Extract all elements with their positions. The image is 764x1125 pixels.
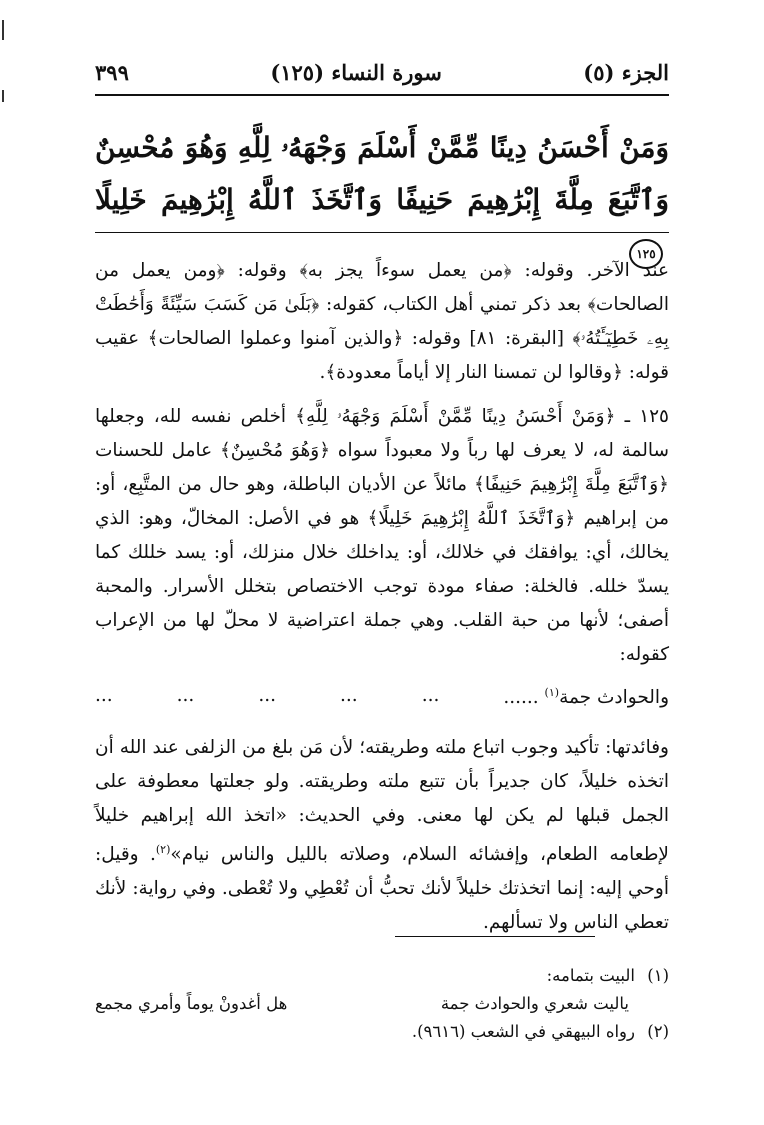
footnote-2: (٢)رواه البيهقي في الشعب (٩٦١٦). <box>411 1022 669 1041</box>
verse-divider <box>95 232 669 233</box>
hemistich-2: هل أغدونْ يوماً وأمري مجمع <box>95 994 288 1013</box>
paragraph-2: ١٢٥ ـ ﴿وَمَنْ أَحْسَنُ دِينًا مِّمَّنْ أَسْلَمَ وَجْهَهُۥ لِلَّهِ﴾ أخلص نفسه لله، وجعلها سالمة له، لا يعرف لها رباً ولا معبوداً سواه ﴿وَهُوَ مُحْسِنٌ﴾ عامل للحسنات ﴿وَٱتَّبَعَ مِلَّةَ إِبْرَٰهِيمَ حَنِيفًا﴾ مائلاً عن الأديان الباطلة، وهو حال من المتَّبِع، أو: من إبراهيم ﴿وَٱتَّخَذَ ٱللَّهُ إِبْرَٰهِيمَ خَلِيلًا﴾ هو في الأصل: المخالّ، وهو: الذي يخالك، أي: يوافقك في خلالك، أو: يداخلك خلال منزلك، أو: يسد خللك كما يسدّ خلله. فالخلة: صفاء مودة توجب الاختصاص بتخلل الأسرار. والمحبة أصفى؛ لأنها من حبة القلب. وهي جملة اعتراضية لا محلّ لها من الإعراب كقوله: <box>95 406 669 665</box>
poem-fragment: والحوادث جمة <box>559 687 669 709</box>
scan-edge-mark <box>2 90 4 102</box>
verse-text: وَمَنْ أَحْسَنُ دِينًا مِّمَّنْ أَسْلَمَ وَجْهَهُۥ لِلَّهِ وَهُوَ مُحْسِنٌ وَٱتَّبَعَ مِلَّةَ إِبْرَٰهِيمَ حَنِيفًا وَٱتَّخَذَ ٱللَّهُ إِبْرَٰهِيمَ خَلِيلًا <box>95 131 669 216</box>
verse-number-marker: ١٢٥ <box>629 239 663 269</box>
ellipsis: ... <box>421 684 440 706</box>
footnote-1: (١)البيت بتمامه: <box>546 966 669 985</box>
footnote-1-poem <box>95 990 669 1018</box>
page-header <box>95 52 669 92</box>
surah-title: سورة النساء (١٢٥) <box>270 59 442 85</box>
footnote-ref-2: (٢) <box>155 843 171 857</box>
tafsir-body <box>95 254 669 940</box>
footnotes <box>95 962 669 1046</box>
paragraph-1: عند الآخر. وقوله: ﴿من يعمل سوءاً يجز به﴾ وقوله: ﴿ومن يعمل من الصالحات﴾ بعد ذكر تمني أهل الكتاب، كقوله: ﴿بَلَىٰ مَن كَسَبَ سَيِّئَةً وَأَحَٰطَتْ بِهِۦ خَطِيٓـَٔتُهُۥ﴾ [البقرة: ٨١] وقوله: ﴿والذين آمنوا وعملوا الصالحات﴾ عقيب قوله: ﴿وقالوا لن تمسنا النار إلا أياماً معدودة﴾. <box>95 260 669 383</box>
ellipsis: ... <box>340 684 358 706</box>
footnote-divider <box>395 936 595 937</box>
poem-citation-line: والحوادث جمة$^{(١)}$ ...... ... ... ... ... ... <box>95 676 669 715</box>
page-number: ٣٩٩ <box>95 59 129 85</box>
header-divider <box>95 94 669 96</box>
ellipsis: ... <box>176 684 195 706</box>
ellipsis: ... <box>95 684 113 706</box>
scan-edge-mark <box>2 20 4 40</box>
juz-label: الجزء (٥) <box>583 59 669 85</box>
paragraph-3: وفائدتها: تأكيد وجوب اتباع ملته وطريقته؛ لأن مَن بلغ من الزلفى عند الله أن اتخذه خليلاً، كان جديراً بأن تتبع ملته وطريقته. ولو جعلتها معطوفة على الجمل قبلها لم يكن لها معنى. وفي الحديث: «اتخذ الله إبراهيم خليلاً لإطعامه الطعام، وإفشائه السلام، وصلاته بالليل والناس نيام»$^{(٢)}$. وقيل: أوحي إليه: إنما اتخذتك خليلاً لأنك تحبُّ أن تُعْطِي ولا تُعْطى. وفي رواية: لأنك تعطي الناس ولا تسألهم. <box>95 737 669 934</box>
hemistich-1: ياليت شعري والحوادث جمة <box>440 994 629 1013</box>
footnote-ref-1: (١) <box>544 686 560 699</box>
ellipsis: ... <box>258 684 276 706</box>
